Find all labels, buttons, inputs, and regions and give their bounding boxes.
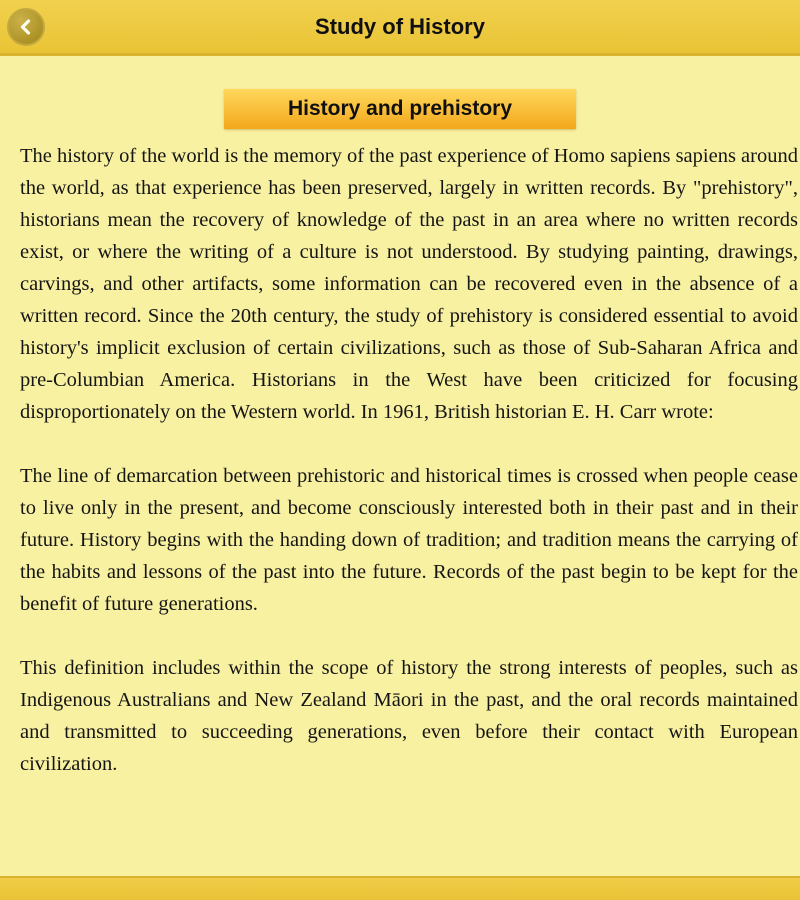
article-body <box>0 129 800 780</box>
app-header <box>0 0 800 56</box>
back-button[interactable] <box>7 8 45 46</box>
paragraph: The line of demarcation between prehistoric and historical times is crossed when people cease to live only in the present, and become consciously interested both in their past and in their future. History begins with the handing down of tradition; and tradition means the carrying of the habits and lessons of the past into the future. Records of the past begin to be kept for the benefit of future generations. <box>20 465 798 615</box>
page-title: Study of History <box>315 13 485 39</box>
chevron-left-icon <box>17 18 35 36</box>
bottom-bar <box>0 876 800 900</box>
paragraph: This definition includes within the scope of history the strong interests of peoples, such as Indigenous Australians and New Zealand Māori in the past, and the oral records maintained and transmitted to succeeding generations, even before their contact with European civilization. <box>20 657 798 775</box>
paragraph: The history of the world is the memory of the past experience of Homo sapiens sapiens around the world, as that experience has been preserved, largely in written records. By "prehistory", historians mean the recovery of knowledge of the past in an area where no written records exist, or where the writing of a culture is not understood. By studying painting, drawings, carvings, and other artifacts, some information can be recovered even in the absence of a written record. Since the 20th century, the study of prehistory is considered essential to avoid history's implicit exclusion of certain civilizations, such as those of Sub-Saharan Africa and pre-Columbian America. Historians in the West have been criticized for focusing disproportionately on the Western world. In 1961, British historian E. H. Carr wrote: <box>20 145 798 423</box>
section-heading: History and prehistory <box>224 89 576 129</box>
